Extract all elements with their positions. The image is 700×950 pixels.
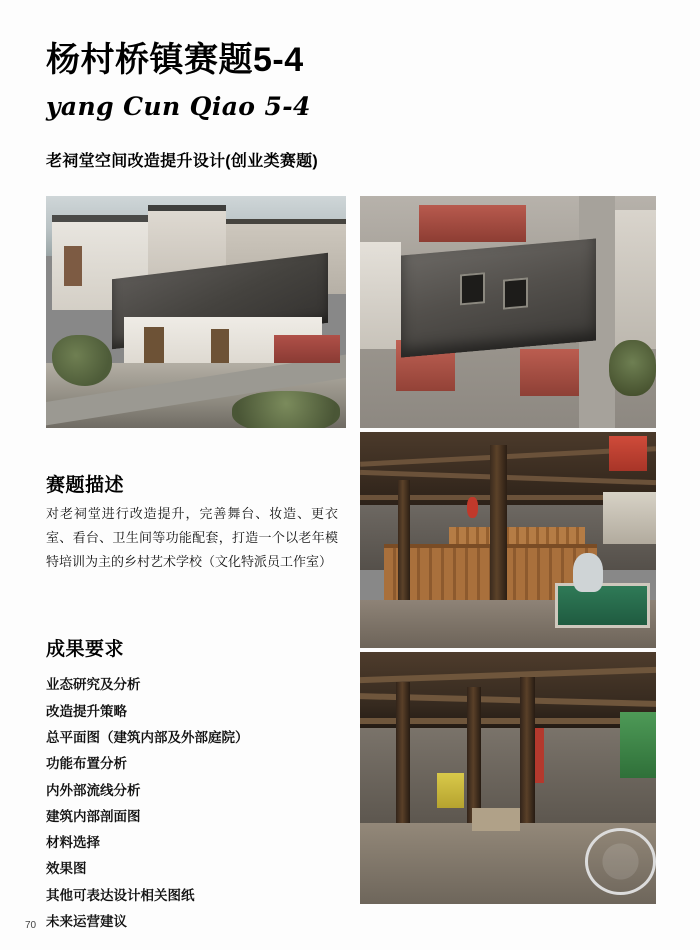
- photo-aerial-roof-right: [360, 196, 656, 428]
- photo-interior-hall-railing: [360, 432, 656, 648]
- red-banner: [609, 436, 647, 471]
- red-lantern: [467, 497, 479, 519]
- green-signboard: [620, 712, 656, 778]
- red-roof-top: [419, 205, 526, 242]
- page-number: 70: [25, 920, 37, 931]
- timber-column-main: [490, 445, 506, 618]
- photo-aerial-village-left-content: [46, 196, 346, 428]
- list-item: 其他可表达设计相关图纸: [46, 887, 195, 903]
- list-item: 功能布置分析: [46, 756, 127, 772]
- vegetation-patch: [609, 340, 656, 396]
- bicycle: [585, 828, 656, 894]
- roof-skylight-2: [503, 277, 528, 310]
- timber-column-side: [398, 480, 410, 601]
- requirements-heading: 成果要求: [46, 639, 125, 660]
- description-heading: 赛题描述: [46, 475, 125, 496]
- page-title-en: yang Cun Qiao 5-4: [46, 92, 311, 121]
- list-item: 总平面图（建筑内部及外部庭院）: [46, 729, 249, 745]
- seated-elderly-person: [573, 553, 603, 592]
- mahjong-table: [555, 583, 650, 628]
- page-title-cn: 杨村桥镇赛题5-4: [46, 41, 304, 79]
- tiled-hall-roof: [401, 238, 596, 357]
- yellow-panel: [437, 773, 464, 808]
- requirements-list: [46, 672, 338, 935]
- photo-interior-hall-wide-content: [360, 652, 656, 904]
- daylight-opening: [603, 492, 656, 544]
- photo-interior-hall-railing-content: [360, 432, 656, 648]
- vegetation-bottom: [232, 391, 340, 428]
- list-item: 未来运营建议: [46, 913, 127, 929]
- photo-aerial-roof-right-content: [360, 196, 656, 428]
- photo-aerial-village-left: [46, 196, 346, 428]
- red-roof-house: [274, 335, 340, 363]
- description-body: 对老祠堂进行改造提升，完善舞台、妆造、更衣室、看台、卫生间等功能配套，打造一个以老年模特培训为主的乡村艺术学校（文化特派员工作室）: [46, 506, 338, 570]
- list-item: 建筑内部剖面图: [46, 808, 141, 824]
- roof-skylight-1: [460, 273, 485, 306]
- list-item: 改造提升策略: [46, 703, 127, 719]
- wooden-table: [472, 808, 519, 831]
- list-item: 内外部流线分析: [46, 782, 141, 798]
- red-roof-lower-right: [520, 349, 579, 395]
- list-item: 业态研究及分析: [46, 677, 141, 693]
- list-item: 效果图: [46, 861, 87, 877]
- photo-interior-hall-wide: [360, 652, 656, 904]
- list-item: 材料选择: [46, 835, 100, 851]
- page-subtitle: 老祠堂空间改造提升设计(创业类赛题): [46, 153, 319, 170]
- white-building-left: [360, 242, 401, 349]
